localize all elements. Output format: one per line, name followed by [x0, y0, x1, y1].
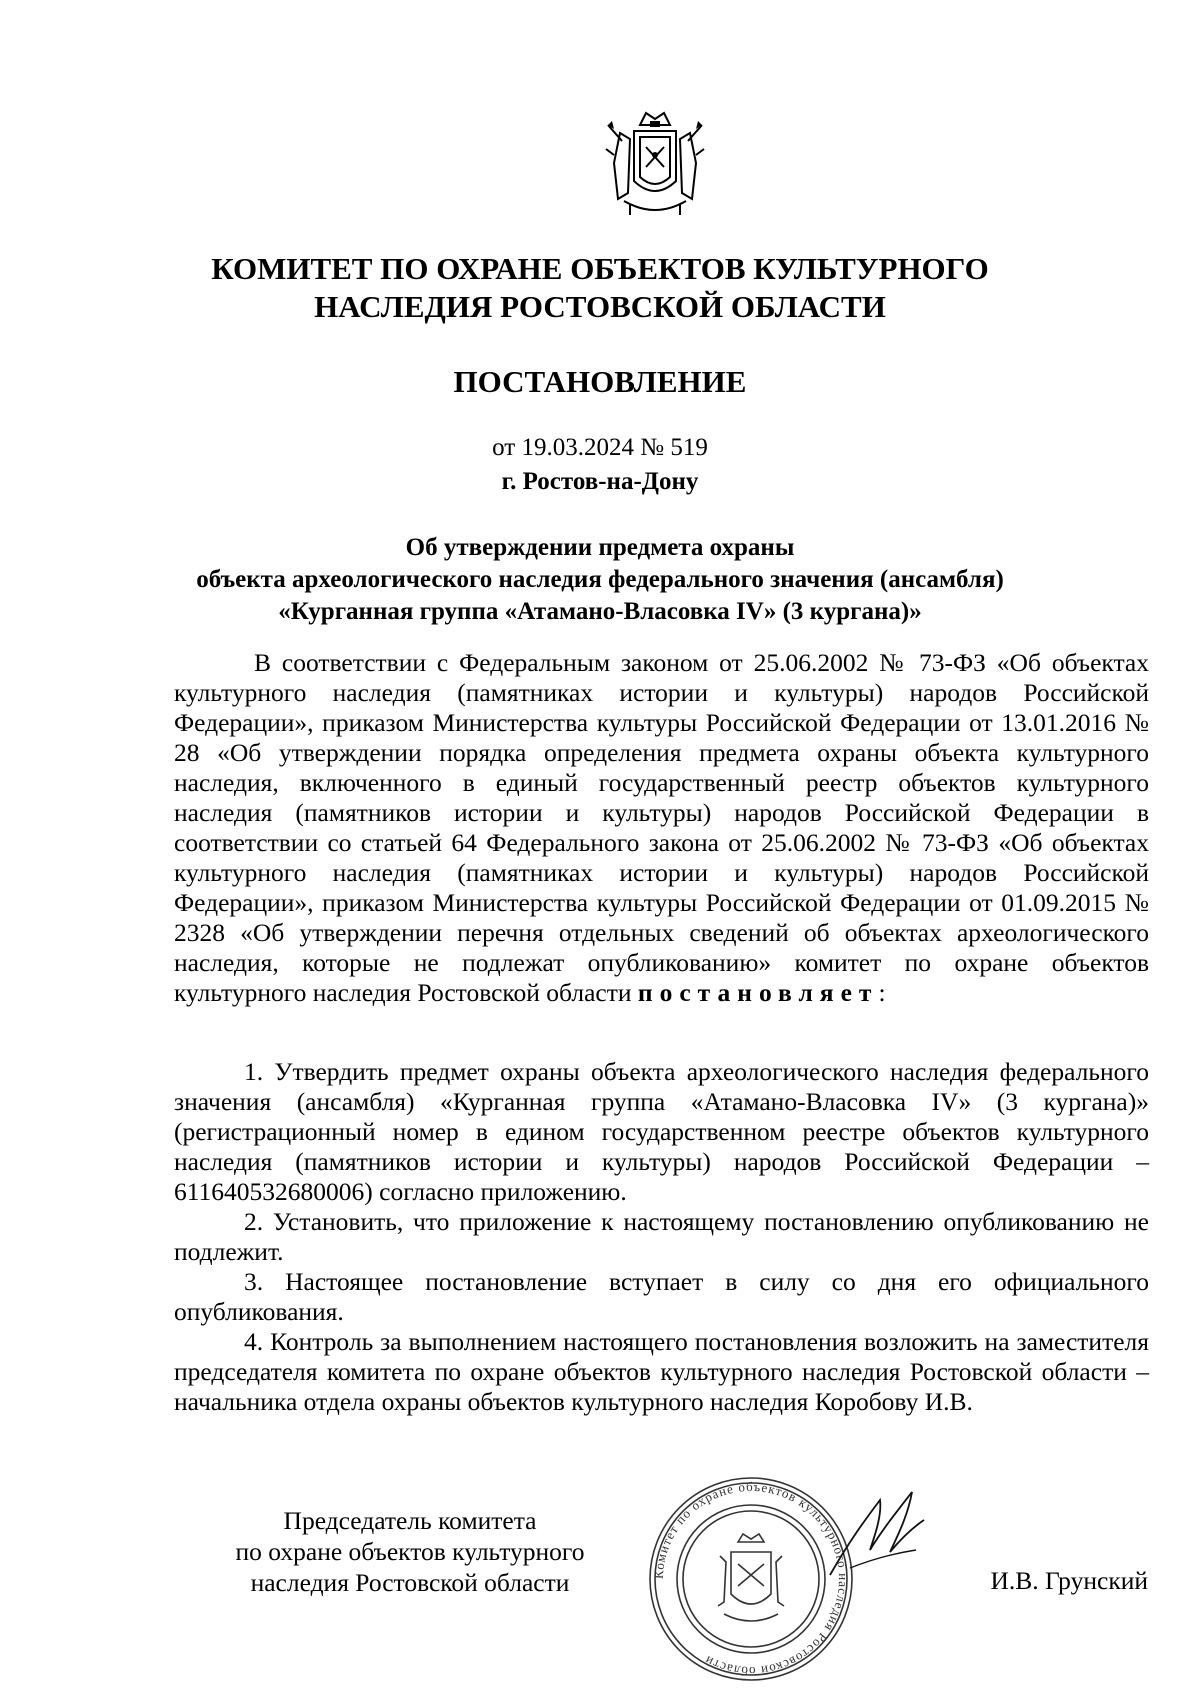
- signatory-name: И.В. Грунский: [990, 1566, 1148, 1595]
- organization-name: [150, 250, 1050, 326]
- resolution-items: [174, 1057, 1149, 1417]
- subject-line-3: «Курганная группа «Атамано-Власовка IV» (3 кургана)»: [278, 598, 922, 625]
- subject-line-1: Об утверждении предмета охраны: [405, 534, 795, 561]
- subject-line-2: объекта археологического наследия федерального значения (ансамбля): [196, 566, 1004, 593]
- coat-of-arms-icon: [600, 103, 710, 223]
- preamble-verb: постановляет: [637, 978, 879, 1007]
- signatory-title-line-2: по охране объектов культурного: [235, 1537, 585, 1566]
- document-city: г. Ростов-на-Дону: [501, 468, 699, 495]
- seal-ring-text: Комитет по охране объектов культурного наследия Ростовской области: [650, 1478, 852, 1680]
- preamble: [174, 648, 1149, 1008]
- signatory-title-line-1: Председатель комитета: [283, 1506, 537, 1535]
- resolution-item: 1. Утвердить предмет охраны объекта археологического наследия федерального значения (ансамбля) «Курганная группа «Атамано-Власовка IV» (3 кургана)» (регистрационный номер в едином государственном реестре объектов культурного наследия (памятников истории и культуры) народов Российской Федерации – 611640532680006) согласно приложению.: [174, 1057, 1149, 1206]
- document-type: ПОСТАНОВЛЕНИЕ: [453, 364, 747, 399]
- document-subject: [150, 532, 1050, 628]
- resolution-item: 3. Настоящее постановление вступает в силу со дня его официального опубликования.: [174, 1267, 1149, 1326]
- signatory-title-line-3: наследия Ростовской области: [250, 1568, 570, 1597]
- preamble-text: В соответствии с Федеральным законом от 25.06.2002 № 73-ФЗ «Об объектах культурного наследия (памятниках истории и культуры) народов Российской Федерации», приказом Министерства культуры Российской Федерации от 13.01.2016 № 28 «Об утверждении порядка определения предмета охраны объекта культурного наследия, включенного в единый государственный реестр объектов культурного наследия (памятников истории и культуры) народов Российской Федерации в соответствии со статьей 64 Федерального закона от 25.06.2002 № 73-ФЗ «Об объектах культурного наследия (памятниках истории и культуры) народов Российской Федерации», приказом Министерства культуры Российской Федерации от 01.09.2015 № 2328 «Об утверждении перечня отдельных сведений об объектах археологического наследия, которые не подлежат опубликованию» комитет по охране объектов культурного наследия Ростовской области: [174, 648, 1149, 1007]
- organization-line-2: НАСЛЕДИЯ РОСТОВСКОЙ ОБЛАСТИ: [314, 289, 886, 324]
- organization-line-1: КОМИТЕТ ПО ОХРАНЕ ОБЪЕКТОВ КУЛЬТУРНОГО: [211, 251, 989, 286]
- resolution-item: 2. Установить, что приложение к настоящему постановлению опубликованию не подлежит.: [174, 1207, 1149, 1266]
- signatory-title: [195, 1505, 625, 1598]
- preamble-paragraph: [174, 648, 1149, 1008]
- preamble-colon: :: [878, 978, 886, 1007]
- handwritten-signature: [820, 1480, 930, 1590]
- document-date-number: от 19.03.2024 № 519: [492, 434, 708, 461]
- resolution-item: 4. Контроль за выполнением настоящего постановления возложить на заместителя председателя комитета по охране объектов культурного наследия Ростовской области – начальника отдела охраны объектов культурного наследия Коробову И.В.: [174, 1327, 1149, 1416]
